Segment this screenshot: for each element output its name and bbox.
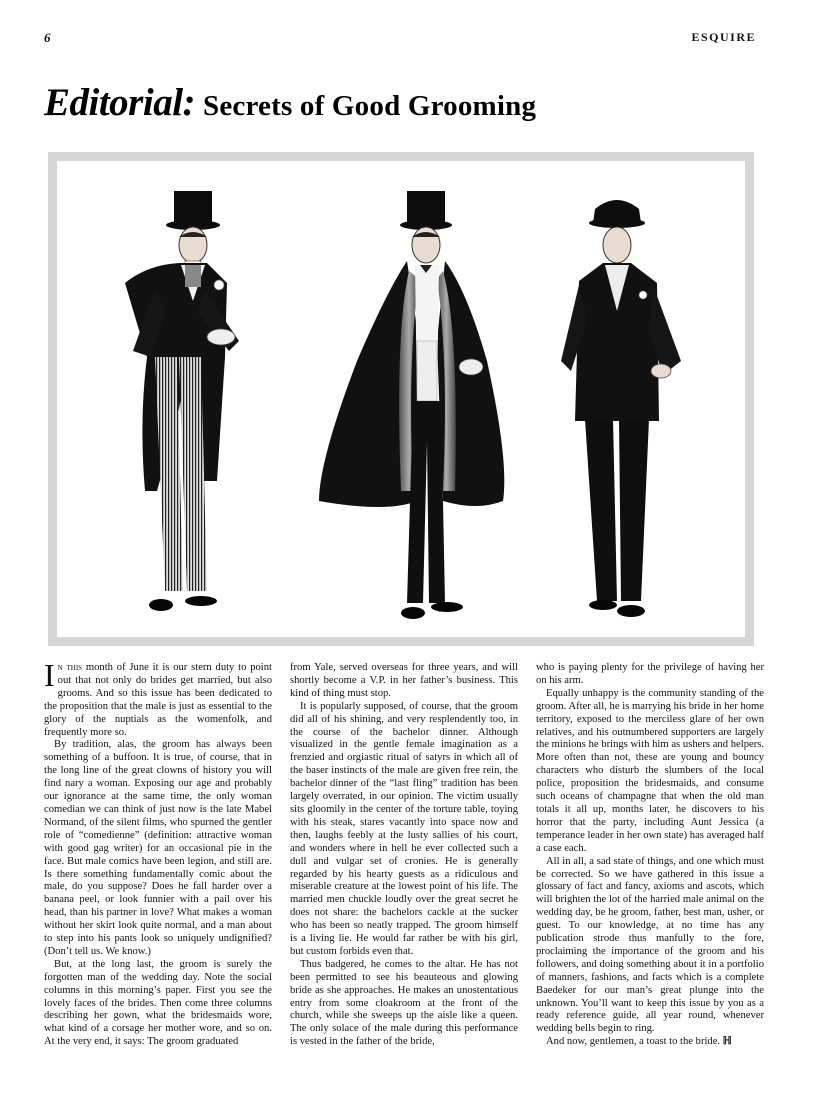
fashion-illustration (48, 152, 754, 646)
magazine-name: ESQUIRE (691, 30, 756, 44)
article-paragraph (44, 657, 272, 739)
article-column-1 (44, 657, 272, 1049)
article-column-2 (290, 662, 518, 1049)
man-in-opera-cape-figure (319, 191, 504, 619)
drop-cap: I (44, 657, 55, 693)
lead-in-smallcaps: n this (57, 662, 83, 673)
article-paragraph: By tradition, alas, the groom has always been something of a buffoon. It is true, of course, that in the long line of the great clowns of history you will find nary a woman. Exposing our age and probably our ignorance at the same time, the only woman comedian we can think of just now is the late Mabel Normand, of the silent films, who spurned the gentler role of “comedienne” (definition: attractive woman with good gag writer) for an occasional pie in the face. But male comics have been legion, and still are. Is there something fundamentally comic about the male, do you suppose? Does he fall harder over a banana peel, or look funnier with a pail over his head, than his partner in love? What makes a woman without her skirt look quite normal, and a man about to step into his pants look so uniquely undignified? (Don’t tell us. We know.) (44, 739, 272, 957)
man-in-dinner-jacket-figure (561, 200, 681, 617)
article-paragraph: who is paying plenty for the privilege of having her on his arm. (536, 662, 764, 686)
article-paragraph: from Yale, served overseas for three years, and will shortly become a V.P. in her father’s business. This kind of thing must stop. (290, 662, 518, 699)
closing-line: And now, gentlemen, a toast to the bride. (546, 1036, 721, 1048)
article-column-3 (536, 662, 764, 1049)
headline-kicker: Editorial: (44, 81, 196, 124)
article-paragraph: But, at the long last, the groom is surely the forgotten man of the wedding day. Note the social columns in this morning’s paper. First you see the lovely faces of the brides. Then come three columns describing her gown, what the bridesmaids wore, what kind of a corsage her mother wore, and so on. At the very end, it says: The groom graduated (44, 958, 272, 1048)
article-paragraph: Equally unhappy is the community standing of the groom. After all, he is marrying his bride in her home territory, exposed to the merciless glare of her own relatives, and his outnumbered supporters are largely the minions he brings with him as ushers and helpers. More often than not, these are young and bouncy characters who disturb the slumbers of the local police, proposition the bridesmaids, and consume such oceans of champagne that when the old man totals it all up, months later, he discovers to his horror that the party, including Aunt Jessica (a temperance leader in her own state) has averaged half a case each. (536, 687, 764, 854)
editorial-headline (44, 80, 536, 125)
article-paragraph: Thus badgered, he comes to the altar. He has not been permitted to see his beauteous and glowing bride as she approaches. He makes an unostentatious entry from some cloakroom at the front of the church, while she sweeps up the aisle like a queen. The only solace of the male during this performance is vested in the father of the bride, (290, 958, 518, 1048)
page-number: 6 (44, 30, 51, 45)
article-paragraph: All in all, a sad state of things, and one which must be corrected. So we have gathered in this issue a glossary of fact and fancy, axioms and ascots, which will brighten the lot of the harried male animal on the wedding day, be he groom, father, best man, usher, or guest. To our knowledge, at no time has any publication strode thus manfully to the fore, proclaiming the importance of the groom and his followers, and doing something about it in a portfolio of manners, fashions, and facts which is a complete Baedeker for our man’s great plunge into the unknown. You’ll want to keep this issue by you as a ready reference guide, all year round, whenever wedding bells begin to ring. (536, 855, 764, 1035)
groom-in-cutaway-figure (125, 191, 239, 611)
headline-title: Secrets of Good Grooming (203, 90, 537, 122)
end-mark: ℍ (722, 1036, 732, 1048)
paragraph-text: month of June it is our stern duty to point out that not only do brides get married, but also grooms. And so this issue has been dedicated to the proposition that the male is just as essential to the glory of the nuptials as the womenfolk, and frequently more so. (44, 662, 272, 738)
article-paragraph (536, 1036, 764, 1049)
three-men-formalwear-drawing (57, 161, 745, 637)
article-paragraph: It is popularly supposed, of course, that the groom did all of his shining, and very resplendently too, in the course of the bachelor dinner. Although visualized in the gentle female imagination as a frenzied and orgiastic ritual of satyrs in which all of the baser instincts of the male are given free rein, the bachelor dinner of the “last fling” tradition has been largely overrated, in our opinion. The victim usually sits gloomily in the center of the torture table, toying with his steak, stares vacantly into space now and then, laughs feebly at the lusty sallies of his court, and wonders where in hell he ever collected such a dull and vulgar set of cronies. He is generally regarded by his hearty guests as a ridiculous and miserable creature at the lowest point of his life. The married men chuckle loudly over the great secret he does not share: the bachelors cackle at the sucker who has been so neatly trapped. The groom himself is a living lie. He would far rather be with his girl, but custom forbids even that. (290, 700, 518, 957)
